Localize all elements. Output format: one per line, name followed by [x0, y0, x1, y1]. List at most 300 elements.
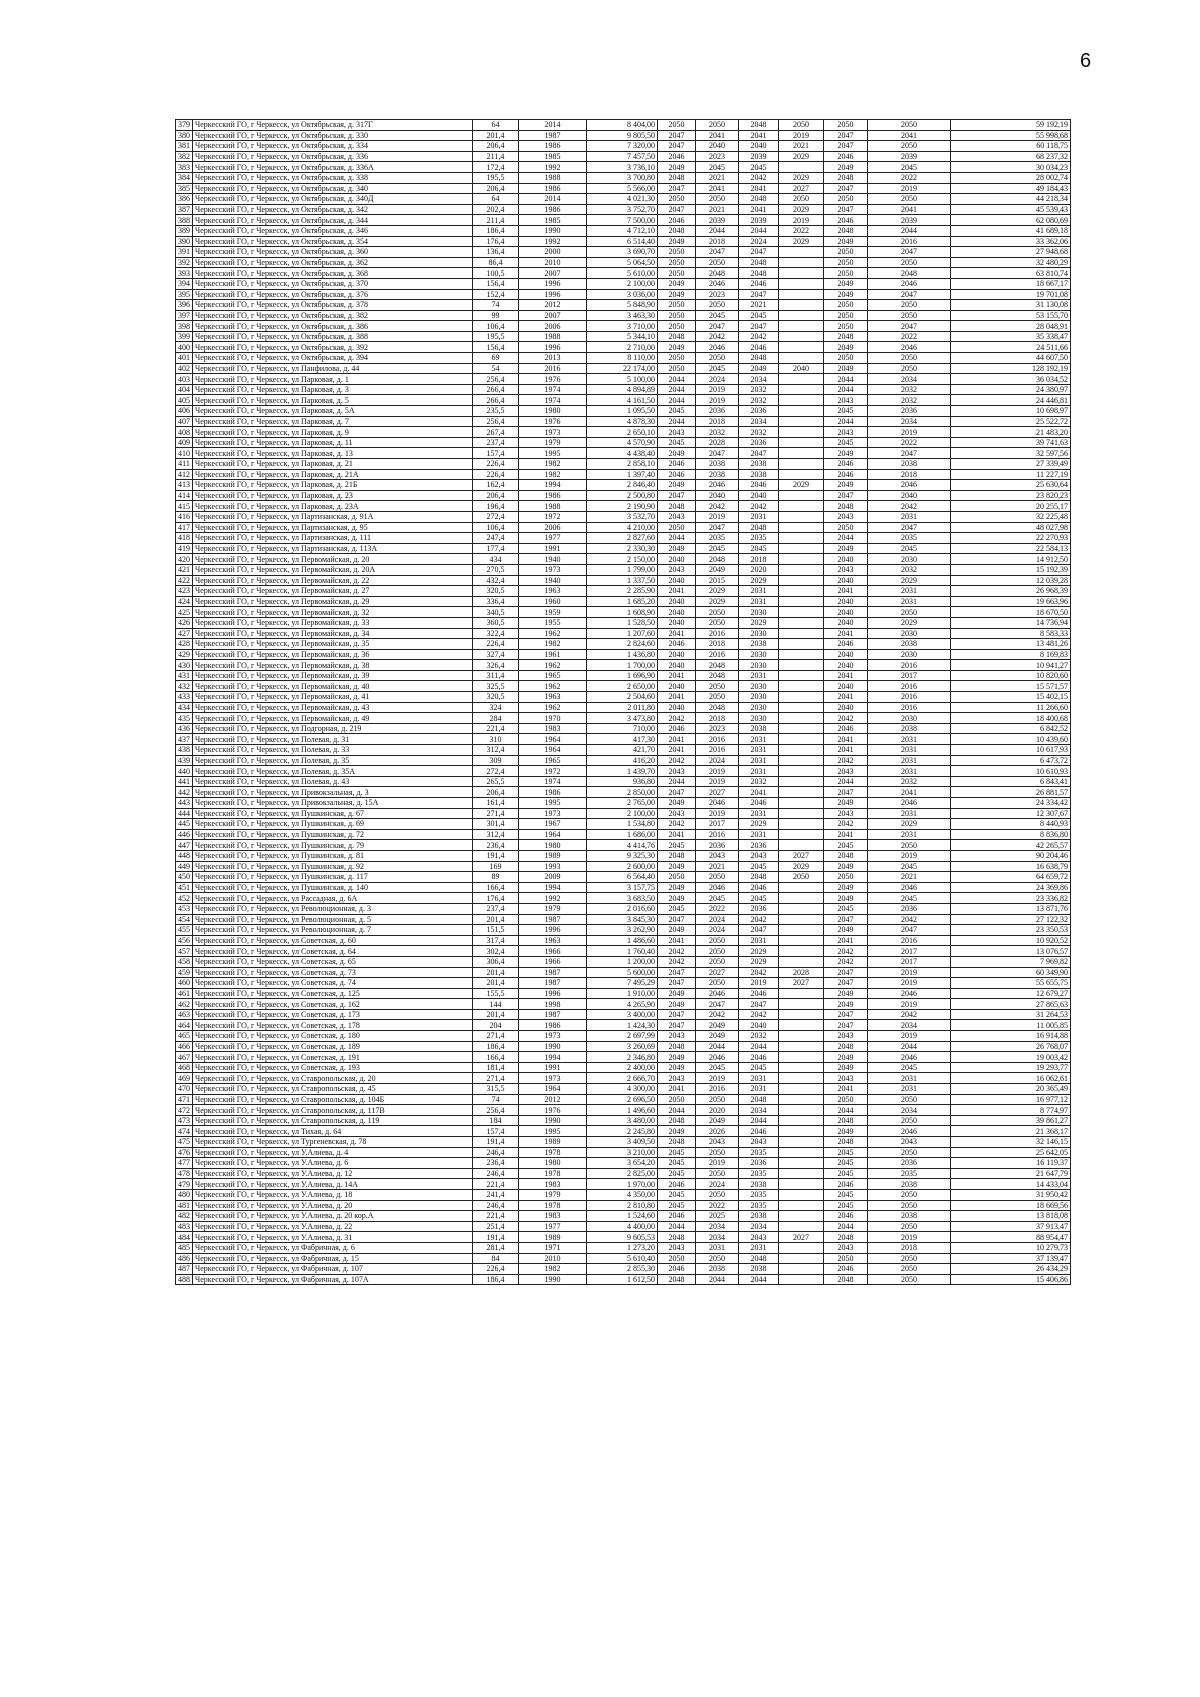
table-cell-address: Черкесский ГО, г Черкесск, ул Пушкинская, д. 81	[193, 850, 473, 861]
table-cell-total: 27 948,68	[951, 247, 1071, 258]
table-cell-y1: 2046	[658, 1264, 696, 1275]
table-cell-address: Черкесский ГО, г Черкесск, ул Пушкинская, д. 117	[193, 872, 473, 883]
table-row	[176, 850, 1071, 861]
table-cell-total: 11 005,85	[951, 1020, 1071, 1031]
table-cell-y2: 2046	[696, 882, 739, 893]
table-cell-area: 162,4	[473, 480, 519, 491]
table-row	[176, 956, 1071, 967]
table-cell-y1: 2043	[658, 564, 696, 575]
table-cell-cost: 1 337,50	[587, 575, 658, 586]
table-cell-area: 311,4	[473, 670, 519, 681]
table-cell-address: Черкесский ГО, г Черкесск, ул Парковая, д. 23А	[193, 501, 473, 512]
table-cell-y3: 2029	[739, 617, 779, 628]
table-cell-area: 201,4	[473, 1009, 519, 1020]
table-cell-area: 181,4	[473, 1062, 519, 1073]
table-cell-year: 1962	[519, 660, 587, 671]
table-cell-y1: 2042	[658, 819, 696, 830]
table-cell-area: 166,4	[473, 882, 519, 893]
table-row	[176, 946, 1071, 957]
table-cell-y3: 2035	[739, 1200, 779, 1211]
table-cell-num: 452	[176, 893, 193, 904]
table-cell-num: 471	[176, 1094, 193, 1105]
table-cell-y2: 2018	[696, 236, 739, 247]
table-cell-y3: 2034	[739, 374, 779, 385]
table-cell-y5: 2041	[824, 734, 868, 745]
table-row	[176, 988, 1071, 999]
table-cell-total: 15 402,15	[951, 692, 1071, 703]
table-cell-address: Черкесский ГО, г Черкесск, ул Пушкинская, д. 67	[193, 808, 473, 819]
table-cell-y5: 2043	[824, 1031, 868, 1042]
table-cell-num: 473	[176, 1115, 193, 1126]
table-cell-y6: 2030	[868, 713, 951, 724]
table-cell-y1: 2044	[658, 416, 696, 427]
table-cell-y3: 2030	[739, 713, 779, 724]
table-cell-area: 272,4	[473, 766, 519, 777]
table-cell-y2: 2050	[696, 300, 739, 311]
table-cell-y3: 2046	[739, 1126, 779, 1137]
table-cell-y4	[779, 946, 824, 957]
table-row	[176, 490, 1071, 501]
table-cell-area: 251,4	[473, 1221, 519, 1232]
table-cell-y4	[779, 925, 824, 936]
table-cell-y4	[779, 681, 824, 692]
table-cell-y5: 2049	[824, 363, 868, 374]
table-cell-y3: 2048	[739, 120, 779, 131]
table-cell-y6: 2047	[868, 247, 951, 258]
table-cell-cost: 5 610,00	[587, 268, 658, 279]
table-row	[176, 183, 1071, 194]
table-cell-address: Черкесский ГО, г Черкесск, ул Тихая, д. 64	[193, 1126, 473, 1137]
table-cell-year: 1989	[519, 1137, 587, 1148]
table-cell-total: 60 349,90	[951, 967, 1071, 978]
table-cell-y5: 2047	[824, 183, 868, 194]
table-cell-y2: 2047	[696, 522, 739, 533]
table-cell-y4	[779, 829, 824, 840]
table-row	[176, 861, 1071, 872]
table-cell-num: 459	[176, 967, 193, 978]
table-cell-total: 19 293,77	[951, 1062, 1071, 1073]
table-cell-y3: 2036	[739, 903, 779, 914]
table-cell-y5: 2047	[824, 967, 868, 978]
table-cell-y5: 2045	[824, 1200, 868, 1211]
table-cell-year: 1996	[519, 925, 587, 936]
table-cell-num: 472	[176, 1105, 193, 1116]
table-cell-year: 1990	[519, 1041, 587, 1052]
table-cell-y1: 2050	[658, 321, 696, 332]
table-cell-total: 64 659,72	[951, 872, 1071, 883]
page-number: 6	[1080, 50, 1092, 72]
table-cell-y3: 2035	[739, 1189, 779, 1200]
table-cell-y2: 2021	[696, 172, 739, 183]
table-cell-y2: 2022	[696, 903, 739, 914]
table-row	[176, 204, 1071, 215]
table-cell-y5: 2050	[824, 1253, 868, 1264]
table-cell-num: 409	[176, 437, 193, 448]
table-cell-num: 431	[176, 670, 193, 681]
table-cell-y4	[779, 819, 824, 830]
table-cell-y4: 2021	[779, 141, 824, 152]
table-cell-total: 10 617,93	[951, 745, 1071, 756]
table-cell-y5: 2040	[824, 575, 868, 586]
table-cell-y2: 2022	[696, 1200, 739, 1211]
table-row	[176, 628, 1071, 639]
table-cell-y2: 2050	[696, 872, 739, 883]
table-cell-area: 221,4	[473, 1179, 519, 1190]
table-cell-y3: 2031	[739, 511, 779, 522]
table-cell-y6: 2016	[868, 692, 951, 703]
table-cell-y1: 2050	[658, 194, 696, 205]
table-cell-total: 10 820,60	[951, 670, 1071, 681]
table-cell-area: 204	[473, 1020, 519, 1031]
table-cell-area: 86,4	[473, 257, 519, 268]
table-cell-y3: 2035	[739, 533, 779, 544]
table-cell-y1: 2040	[658, 681, 696, 692]
table-cell-y3: 2049	[739, 363, 779, 374]
table-cell-y5: 2043	[824, 511, 868, 522]
table-cell-y5: 2050	[824, 268, 868, 279]
table-cell-area: 161,4	[473, 798, 519, 809]
table-cell-year: 1964	[519, 734, 587, 745]
table-row	[176, 1041, 1071, 1052]
table-cell-y4	[779, 1009, 824, 1020]
table-cell-year: 1988	[519, 172, 587, 183]
table-cell-y3: 2036	[739, 840, 779, 851]
table-cell-num: 387	[176, 204, 193, 215]
table-cell-y4: 2029	[779, 480, 824, 491]
table-cell-y2: 2048	[696, 554, 739, 565]
table-cell-y6: 2019	[868, 999, 951, 1010]
table-cell-y2: 2019	[696, 1158, 739, 1169]
table-cell-area: 99	[473, 310, 519, 321]
table-cell-y4	[779, 670, 824, 681]
table-cell-y3: 2032	[739, 776, 779, 787]
table-cell-total: 10 610,93	[951, 766, 1071, 777]
table-cell-y1: 2040	[658, 702, 696, 713]
table-cell-address: Черкесский ГО, г Черкесск, ул Октябрьская, д. 336	[193, 151, 473, 162]
table-cell-year: 1991	[519, 543, 587, 554]
table-cell-area: 176,4	[473, 236, 519, 247]
table-cell-address: Черкесский ГО, г Черкесск, ул Революционная, д. 7	[193, 925, 473, 936]
table-cell-y1: 2047	[658, 914, 696, 925]
table-row	[176, 310, 1071, 321]
table-cell-cost: 3 480,00	[587, 1115, 658, 1126]
table-cell-y2: 2018	[696, 713, 739, 724]
table-cell-y4	[779, 692, 824, 703]
table-cell-cost: 6 564,40	[587, 872, 658, 883]
table-cell-y2: 2019	[696, 384, 739, 395]
table-cell-y3: 2048	[739, 194, 779, 205]
table-cell-total: 24 369,86	[951, 882, 1071, 893]
table-cell-y3: 2020	[739, 564, 779, 575]
table-cell-y5: 2050	[824, 321, 868, 332]
table-cell-area: 155,5	[473, 988, 519, 999]
table-cell-y4	[779, 1264, 824, 1275]
table-cell-area: 196,4	[473, 501, 519, 512]
table-cell-total: 10 941,27	[951, 660, 1071, 671]
table-cell-y6: 2041	[868, 204, 951, 215]
table-cell-y5: 2049	[824, 882, 868, 893]
table-cell-cost: 3 532,70	[587, 511, 658, 522]
table-cell-y5: 2047	[824, 490, 868, 501]
table-cell-year: 2007	[519, 310, 587, 321]
table-cell-address: Черкесский ГО, г Черкесск, ул Ставропольская, д. 20	[193, 1073, 473, 1084]
table-cell-y4	[779, 639, 824, 650]
table-cell-year: 1967	[519, 819, 587, 830]
table-cell-area: 202,4	[473, 204, 519, 215]
table-cell-y2: 2021	[696, 204, 739, 215]
table-cell-num: 391	[176, 247, 193, 258]
table-row	[176, 734, 1071, 745]
table-cell-area: 256,4	[473, 374, 519, 385]
table-cell-y1: 2042	[658, 713, 696, 724]
table-cell-area: 271,4	[473, 808, 519, 819]
table-row	[176, 257, 1071, 268]
table-cell-total: 55 655,75	[951, 978, 1071, 989]
table-cell-y1: 2048	[658, 1137, 696, 1148]
table-cell-y5: 2046	[824, 215, 868, 226]
table-cell-cost: 2 827,60	[587, 533, 658, 544]
table-cell-y1: 2044	[658, 395, 696, 406]
table-cell-year: 1996	[519, 342, 587, 353]
table-cell-total: 12 679,27	[951, 988, 1071, 999]
table-cell-address: Черкесский ГО, г Черкесск, ул Парковая, д. 23	[193, 490, 473, 501]
table-cell-y4: 2050	[779, 872, 824, 883]
table-cell-y4	[779, 882, 824, 893]
table-cell-num: 466	[176, 1041, 193, 1052]
table-cell-address: Черкесский ГО, г Черкесск, ул Полевая, д. 35А	[193, 766, 473, 777]
table-cell-y2: 2019	[696, 395, 739, 406]
table-cell-y1: 2050	[658, 1094, 696, 1105]
table-cell-year: 2006	[519, 522, 587, 533]
table-cell-y4: 2040	[779, 363, 824, 374]
table-cell-year: 1966	[519, 946, 587, 957]
table-cell-y4	[779, 1137, 824, 1148]
table-cell-total: 28 048,91	[951, 321, 1071, 332]
table-cell-y6: 2032	[868, 776, 951, 787]
table-cell-y1: 2043	[658, 1031, 696, 1042]
table-cell-y6: 2030	[868, 649, 951, 660]
table-cell-cost: 1 534,80	[587, 819, 658, 830]
table-cell-y3: 2029	[739, 956, 779, 967]
table-cell-address: Черкесский ГО, г Черкесск, ул У.Алиева, д. 6	[193, 1158, 473, 1169]
table-cell-area: 64	[473, 120, 519, 131]
table-cell-num: 393	[176, 268, 193, 279]
table-cell-address: Черкесский ГО, г Черкесск, ул Октябрьская, д. 360	[193, 247, 473, 258]
table-cell-total: 8 583,33	[951, 628, 1071, 639]
table-row	[176, 374, 1071, 385]
table-cell-address: Черкесский ГО, г Черкесск, ул Октябрьская, д. 340	[193, 183, 473, 194]
table-cell-cost: 1 095,50	[587, 406, 658, 417]
table-row	[176, 681, 1071, 692]
table-cell-year: 1983	[519, 1211, 587, 1222]
table-cell-y6: 2039	[868, 151, 951, 162]
table-cell-y1: 2042	[658, 755, 696, 766]
table-cell-address: Черкесский ГО, г Черкесск, ул Фабричная, д. 107А	[193, 1274, 473, 1285]
table-cell-cost: 1 608,90	[587, 607, 658, 618]
table-cell-y3: 2031	[739, 734, 779, 745]
table-cell-y3: 2047	[739, 925, 779, 936]
table-cell-num: 436	[176, 723, 193, 734]
table-cell-total: 19 701,08	[951, 289, 1071, 300]
table-cell-num: 386	[176, 194, 193, 205]
table-cell-cost: 1 799,00	[587, 564, 658, 575]
table-row	[176, 755, 1071, 766]
table-cell-y2: 2047	[696, 448, 739, 459]
table-cell-area: 320,5	[473, 692, 519, 703]
table-cell-num: 414	[176, 490, 193, 501]
table-cell-y5: 2047	[824, 914, 868, 925]
table-cell-total: 53 155,70	[951, 310, 1071, 321]
table-row	[176, 882, 1071, 893]
table-cell-y5: 2046	[824, 151, 868, 162]
table-cell-y3: 2039	[739, 151, 779, 162]
table-cell-y3: 2024	[739, 236, 779, 247]
table-cell-cost: 8 110,00	[587, 353, 658, 364]
table-cell-year: 1985	[519, 215, 587, 226]
table-cell-address: Черкесский ГО, г Черкесск, ул Полевая, д. 33	[193, 745, 473, 756]
table-cell-y2: 2042	[696, 501, 739, 512]
table-cell-y4: 2027	[779, 1232, 824, 1243]
table-row	[176, 427, 1071, 438]
table-cell-y1: 2047	[658, 204, 696, 215]
table-cell-year: 1979	[519, 1189, 587, 1200]
table-cell-year: 2012	[519, 300, 587, 311]
table-cell-y1: 2044	[658, 533, 696, 544]
table-cell-y5: 2047	[824, 204, 868, 215]
table-cell-y1: 2041	[658, 586, 696, 597]
table-cell-address: Черкесский ГО, г Черкесск, ул Партизанская, д. 113А	[193, 543, 473, 554]
table-cell-y1: 2045	[658, 437, 696, 448]
table-cell-y3: 2045	[739, 310, 779, 321]
table-cell-area: 206,4	[473, 183, 519, 194]
table-cell-address: Черкесский ГО, г Черкесск, ул Парковая, д. 1	[193, 374, 473, 385]
table-cell-y5: 2040	[824, 681, 868, 692]
table-cell-y2: 2050	[696, 1094, 739, 1105]
table-cell-y1: 2047	[658, 183, 696, 194]
table-cell-address: Черкесский ГО, г Черкесск, ул Пушкинская, д. 69	[193, 819, 473, 830]
table-cell-area: 226,4	[473, 1264, 519, 1275]
table-cell-num: 385	[176, 183, 193, 194]
table-row	[176, 999, 1071, 1010]
table-cell-y3: 2047	[739, 321, 779, 332]
table-cell-y6: 2045	[868, 543, 951, 554]
table-cell-cost: 2 400,00	[587, 1062, 658, 1073]
table-cell-year: 1964	[519, 829, 587, 840]
table-cell-year: 1982	[519, 1264, 587, 1275]
table-cell-y1: 2042	[658, 946, 696, 957]
table-cell-year: 1961	[519, 649, 587, 660]
table-cell-y2: 2024	[696, 374, 739, 385]
table-cell-y3: 2034	[739, 1221, 779, 1232]
table-cell-cost: 4 021,30	[587, 194, 658, 205]
table-cell-y1: 2040	[658, 607, 696, 618]
table-cell-y4	[779, 766, 824, 777]
table-cell-y3: 2038	[739, 1211, 779, 1222]
table-cell-num: 458	[176, 956, 193, 967]
table-cell-cost: 9 605,53	[587, 1232, 658, 1243]
table-cell-y4	[779, 427, 824, 438]
table-cell-cost: 2 855,30	[587, 1264, 658, 1275]
table-cell-y6: 2016	[868, 660, 951, 671]
table-cell-area: 177,4	[473, 543, 519, 554]
table-cell-num: 482	[176, 1211, 193, 1222]
table-cell-y2: 2047	[696, 247, 739, 258]
table-cell-y4	[779, 840, 824, 851]
table-cell-y2: 2050	[696, 956, 739, 967]
table-cell-cost: 4 265,90	[587, 999, 658, 1010]
table-cell-y6: 2042	[868, 501, 951, 512]
table-cell-year: 2000	[519, 247, 587, 258]
table-cell-y3: 2042	[739, 914, 779, 925]
table-cell-y5: 2040	[824, 660, 868, 671]
table-cell-year: 1994	[519, 480, 587, 491]
table-cell-total: 14 736,94	[951, 617, 1071, 628]
table-row	[176, 575, 1071, 586]
table-row	[176, 1221, 1071, 1232]
table-cell-num: 453	[176, 903, 193, 914]
table-cell-area: 241,4	[473, 1189, 519, 1200]
table-cell-total: 31 130,08	[951, 300, 1071, 311]
table-cell-address: Черкесский ГО, г Черкесск, ул Революционная, д. 5	[193, 914, 473, 925]
table-cell-y2: 2016	[696, 829, 739, 840]
table-cell-y2: 2028	[696, 437, 739, 448]
table-cell-address: Черкесский ГО, г Черкесск, ул Полевая, д. 35	[193, 755, 473, 766]
table-cell-cost: 5 100,00	[587, 374, 658, 385]
table-cell-y6: 2045	[868, 893, 951, 904]
table-cell-total: 8 836,80	[951, 829, 1071, 840]
table-cell-y2: 2045	[696, 543, 739, 554]
table-cell-y3: 2031	[739, 1084, 779, 1095]
table-cell-total: 26 768,07	[951, 1041, 1071, 1052]
table-cell-cost: 710,00	[587, 723, 658, 734]
table-cell-year: 1977	[519, 1221, 587, 1232]
table-cell-year: 1995	[519, 448, 587, 459]
table-cell-address: Черкесский ГО, г Черкесск, ул Первомайская, д. 41	[193, 692, 473, 703]
table-cell-cost: 2 011,80	[587, 702, 658, 713]
table-cell-y2: 2050	[696, 1189, 739, 1200]
table-cell-cost: 936,80	[587, 776, 658, 787]
table-cell-year: 1976	[519, 416, 587, 427]
table-row	[176, 787, 1071, 798]
table-cell-y4	[779, 416, 824, 427]
table-cell-address: Черкесский ГО, г Черкесск, ул Партизанская, д. 95	[193, 522, 473, 533]
table-cell-y2: 2036	[696, 840, 739, 851]
table-cell-cost: 2 500,80	[587, 490, 658, 501]
table-cell-cost: 2 696,50	[587, 1094, 658, 1105]
table-cell-area: 246,4	[473, 1200, 519, 1211]
table-cell-y3: 2030	[739, 649, 779, 660]
table-cell-cost: 1 696,90	[587, 670, 658, 681]
table-cell-y6: 2016	[868, 681, 951, 692]
table-cell-y6: 2046	[868, 882, 951, 893]
table-cell-y5: 2047	[824, 130, 868, 141]
table-cell-y4	[779, 490, 824, 501]
table-cell-y1: 2044	[658, 1105, 696, 1116]
table-cell-year: 1985	[519, 151, 587, 162]
table-cell-year: 1986	[519, 490, 587, 501]
table-cell-y5: 2046	[824, 723, 868, 734]
table-cell-y1: 2049	[658, 1062, 696, 1073]
table-cell-y6: 2031	[868, 745, 951, 756]
table-cell-year: 1965	[519, 755, 587, 766]
table-cell-y6: 2031	[868, 734, 951, 745]
table-cell-y2: 2034	[696, 1221, 739, 1232]
table-cell-y4	[779, 278, 824, 289]
table-cell-total: 27 339,49	[951, 459, 1071, 470]
table-cell-y6: 2034	[868, 1105, 951, 1116]
table-cell-y6: 2029	[868, 617, 951, 628]
table-cell-y3: 2046	[739, 480, 779, 491]
